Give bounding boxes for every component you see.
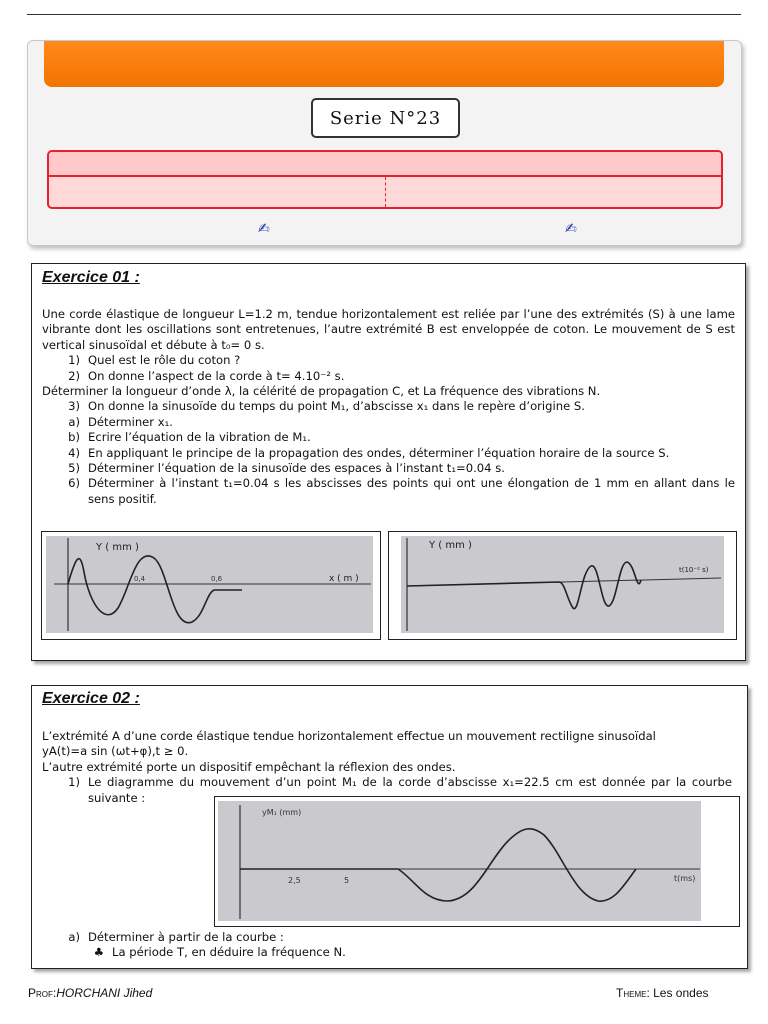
exercise-1-text: [42, 307, 735, 507]
figure-3-mark: 2,5: [288, 876, 301, 885]
info-cell-divider: [385, 177, 386, 207]
question-item: 5) Déterminer l’équation de la sinusoïde des espaces à l’instant t₁=0.04 s.: [68, 461, 505, 476]
figure-motion-diagram: [214, 796, 740, 927]
info-table: [47, 150, 723, 209]
exercise-1-mid: Déterminer la longueur d’onde λ, la célérité de propagation C, et La fréquence des vibrations N.: [42, 384, 601, 399]
figure-3-mark: 5: [344, 876, 350, 885]
footer-prof-label: Prof:: [28, 986, 57, 1000]
exercise-2-text: [42, 729, 732, 806]
footer-prof-name: HORCHANI Jihed: [56, 986, 153, 1000]
club-bullet-icon: ♣: [93, 945, 104, 960]
footer-theme-value: Les ondes: [653, 986, 709, 1000]
exercise-1-box: [31, 263, 746, 661]
question-item: a) Déterminer x₁.: [68, 414, 173, 429]
exercise-2-subquestions: [42, 930, 732, 961]
figure-1-mark: 0,6: [211, 575, 223, 583]
figure-2-xlabel: t(10⁻² s): [679, 566, 709, 574]
info-cell-left: [49, 177, 385, 207]
pen-icon: ✍: [565, 221, 577, 237]
footer-theme-label: Theme:: [616, 986, 650, 1000]
figure-1-ylabel: Y ( mm ): [96, 542, 139, 553]
question-item: 1) Quel est le rôle du coton ?: [68, 353, 241, 368]
time-sinusoid-photo: [401, 536, 724, 633]
exercise-2-equation: yA(t)=a sin (ωt+φ),t ≥ 0.: [42, 744, 189, 759]
question-item: a) Déterminer à partir de la courbe :: [68, 930, 284, 944]
header-card: [27, 40, 742, 246]
figure-2-ylabel: Y ( mm ): [429, 540, 472, 551]
string-shape-photo: [46, 536, 373, 633]
pen-icon: ✍: [258, 221, 270, 237]
footer-author: [28, 986, 152, 1000]
question-bullet: ♣ La période T, en déduire la fréquence N.: [42, 945, 732, 960]
question-item: 4) En appliquant le principe de la propagation des ondes, déterminer l’équation horaire de la source S.: [68, 445, 670, 460]
question-item: 3) On donne la sinusoïde du temps du point M₁, d’abscisse x₁ dans le repère d’origine S.: [68, 399, 585, 414]
exercise-1-intro: Une corde élastique de longueur L=1.2 m, tendue horizontalement est reliée par l’une des extrémités (S) à une lame vibrante dont les oscillations sont entretenues, l’autre extrémité B est enveloppée de coton. Le mouvement de S est vertical sinusoïdal et débute à t₀= 0 s.: [42, 307, 735, 352]
question-item: 1) Le diagramme du mouvement d’un point M₁ de la corde d’abscisse x₁=22.5 cm est donnée par la courbe suivante :: [68, 775, 732, 805]
figure-time-sinusoid: [388, 531, 737, 640]
info-cell-right: [385, 177, 721, 207]
orange-banner: [44, 41, 724, 87]
exercise-2-box: [31, 685, 748, 969]
info-table-header: [49, 152, 721, 177]
figure-1-xlabel: x ( m ): [329, 574, 359, 584]
figure-1-mark: 0,4: [134, 575, 146, 583]
question-item: 6) Déterminer à l’instant t₁=0.04 s les abscisses des points qui ont une élongation de 1 mm en allant dans le sens positif.: [68, 476, 735, 506]
series-label: Serie N°23: [329, 107, 442, 129]
info-table-row: [49, 177, 721, 207]
question-item: b) Ecrire l’équation de la vibration de M₁.: [68, 430, 311, 445]
motion-diagram-photo: [218, 801, 701, 921]
question-item: 2) On donne l’aspect de la corde à t= 4.10⁻² s.: [68, 368, 345, 383]
figure-3-ylabel: yM₁ (mm): [262, 808, 302, 817]
series-title: [311, 98, 460, 138]
exercise-2-intro-2: L’autre extrémité porte un dispositif empêchant la réflexion des ondes.: [42, 759, 456, 774]
exercise-1-title: Exercice 01 :: [42, 269, 140, 286]
figure-3-xlabel: t(ms): [674, 874, 696, 883]
figure-string-shape: [41, 531, 381, 640]
footer-theme: [616, 986, 709, 1000]
top-rule: [27, 14, 741, 15]
exercise-2-title: Exercice 02 :: [42, 690, 140, 707]
exercise-2-intro: L’extrémité A d’une corde élastique tendue horizontalement effectue un mouvement rectiligne sinusoïdal: [42, 729, 656, 743]
